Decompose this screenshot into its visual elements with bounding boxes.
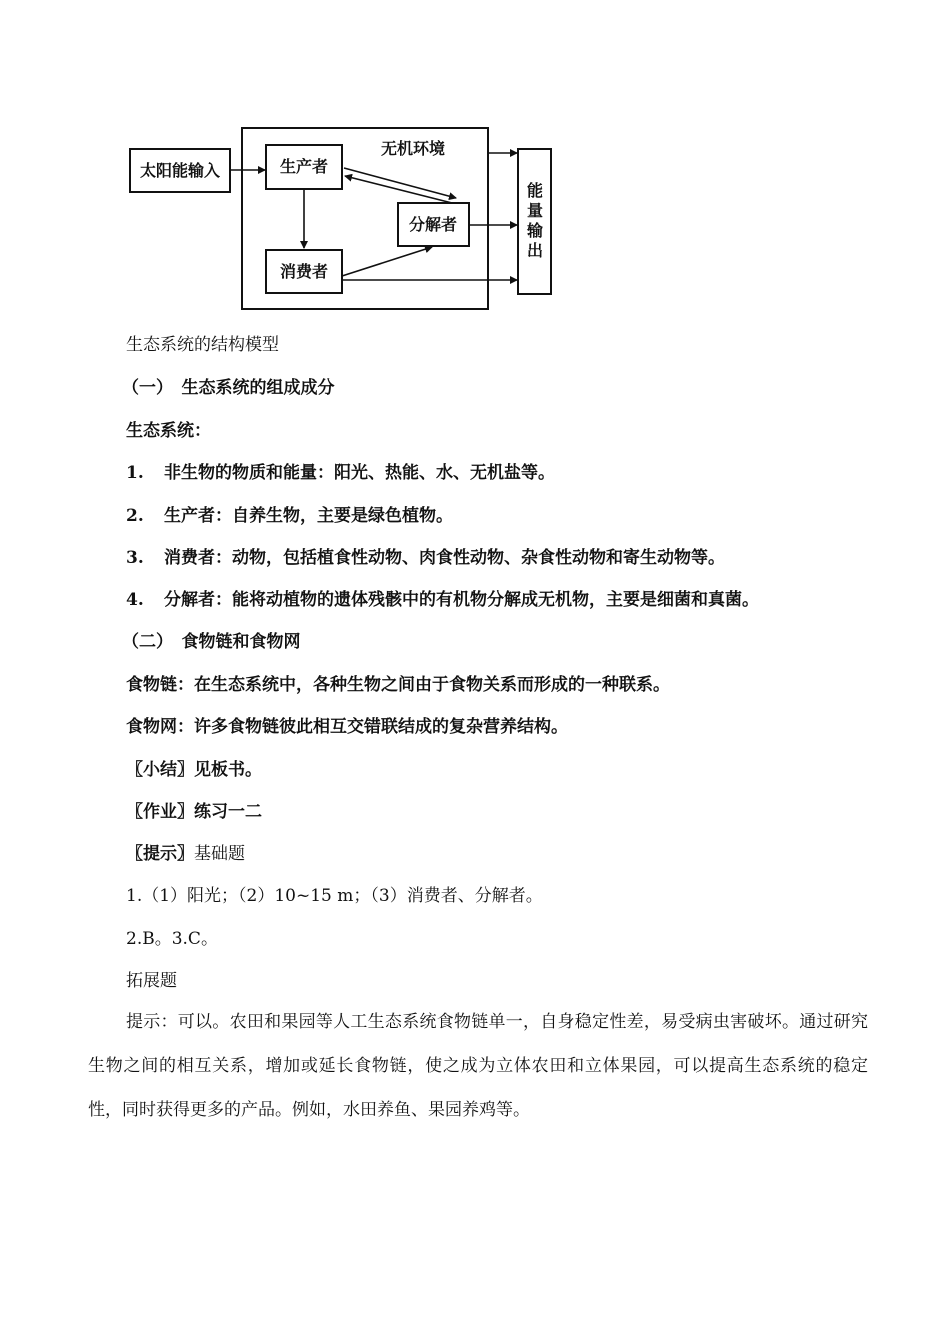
energy-output-char-1: 能 xyxy=(526,181,544,200)
answer-1: 1.（1）阳光；（2）10~15 m；（3）消费者、分解者。 xyxy=(126,886,543,906)
component-3 xyxy=(126,547,725,569)
food-chain-definition: 食物链：在生态系统中，各种生物之间由于食物关系而形成的一种联系。 xyxy=(126,675,670,695)
decomposer-label: 分解者 xyxy=(408,215,458,234)
extension-label: 拓展题 xyxy=(126,971,177,991)
component-number: 3. xyxy=(126,548,144,568)
producer-label: 生产者 xyxy=(279,157,329,176)
section1-heading: （一） 生态系统的组成成分 xyxy=(122,378,335,398)
energy-output-char-3: 输 xyxy=(526,221,544,240)
ecosystem-label: 生态系统： xyxy=(126,421,211,441)
hint-line xyxy=(126,843,245,865)
extension-paragraph: 提示：可以。农田和果园等人工生态系统食物链单一，自身稳定性差，易受病虫害破坏。通过研究生物之间的相互关系，增加或延长食物链，使之成为立体农田和立体果园，可以提高生态系统的稳定性，同时获得更多的产品。例如，水田养鱼、果园养鸡等。 xyxy=(88,1012,868,1120)
component-2 xyxy=(126,505,453,527)
arrow-consumer-to-decomposer xyxy=(342,247,432,276)
homework-line: 〖作业〗练习一二 xyxy=(126,802,262,822)
component-1 xyxy=(126,462,555,484)
consumer-label: 消费者 xyxy=(279,262,329,281)
ecosystem-structure-diagram xyxy=(125,118,565,314)
energy-output-char-4: 出 xyxy=(526,241,544,260)
hint-basic: 基础题 xyxy=(194,844,245,864)
abiotic-environment-label: 无机环境 xyxy=(380,139,446,158)
summary-line: 〖小结〗见板书。 xyxy=(126,760,262,780)
component-4 xyxy=(126,589,759,611)
component-number: 1. xyxy=(126,463,144,483)
solar-input-label: 太阳能输入 xyxy=(139,161,221,180)
diagram-caption: 生态系统的结构模型 xyxy=(126,335,279,355)
section2-heading: （二） 食物链和食物网 xyxy=(122,632,301,652)
hint-label: 〖提示〗 xyxy=(126,844,194,864)
arrow-decomposer-to-producer xyxy=(345,176,452,203)
energy-output-char-2: 量 xyxy=(526,201,544,220)
component-text: 生产者：自养生物，主要是绿色植物。 xyxy=(164,506,453,526)
component-text: 分解者：能将动植物的遗体残骸中的有机物分解成无机物，主要是细菌和真菌。 xyxy=(164,590,759,610)
answer-2: 2.B。3.C。 xyxy=(126,929,218,949)
component-number: 4. xyxy=(126,590,144,610)
component-text: 非生物的物质和能量：阳光、热能、水、无机盐等。 xyxy=(164,463,555,483)
arrow-producer-to-decomposer xyxy=(344,168,456,198)
component-text: 消费者：动物，包括植食性动物、肉食性动物、杂食性动物和寄生动物等。 xyxy=(164,548,725,568)
food-web-definition: 食物网：许多食物链彼此相互交错联结成的复杂营养结构。 xyxy=(126,717,568,737)
component-number: 2. xyxy=(126,506,144,526)
